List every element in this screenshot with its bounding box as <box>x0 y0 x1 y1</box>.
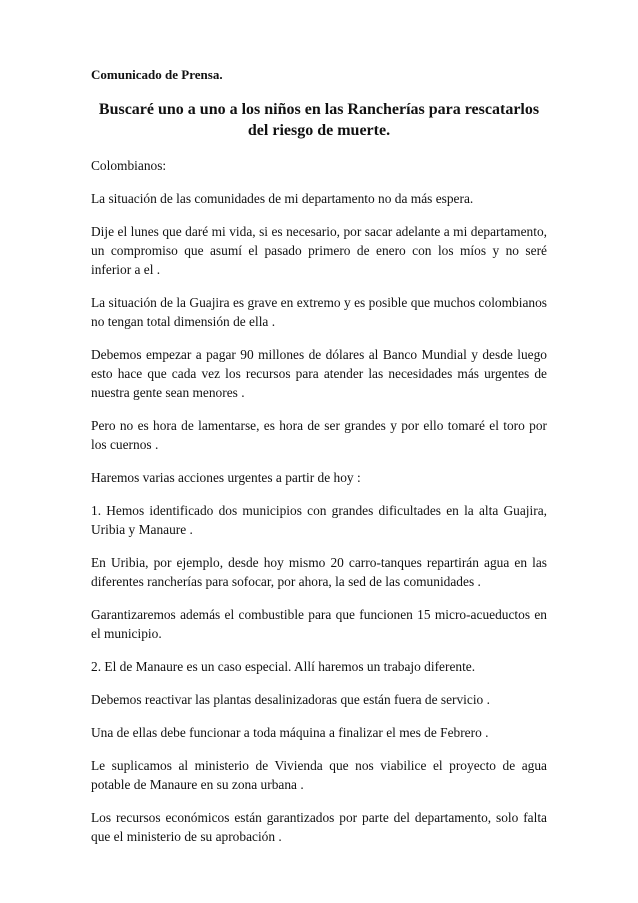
paragraph-item-1: 1. Hemos identificado dos municipios con grandes dificultades en la alta Guajira, Uribia y Manaure . <box>91 503 547 537</box>
paragraph-ministry-request: Le suplicamos al ministerio de Vivienda que nos viabilice el proyecto de agua potable de Manaure en su zona urbana . <box>91 758 547 792</box>
paragraph-situation: La situación de las comunidades de mi departamento no da más espera. <box>91 191 474 206</box>
document-page <box>91 66 547 846</box>
document-header: Comunicado de Prensa. <box>91 67 223 82</box>
paragraph-commitment: Dije el lunes que daré mi vida, si es necesario, por sacar adelante a mi departamento, un compromiso que asumí el pasado primero de enero con los míos y no seré inferior a el . <box>91 224 547 277</box>
paragraph-desalination: Debemos reactivar las plantas desalinizadoras que están fuera de servicio . <box>91 692 490 707</box>
paragraph-item-2: 2. El de Manaure es un caso especial. Allí haremos un trabajo diferente. <box>91 659 476 674</box>
paragraph-debt: Debemos empezar a pagar 90 millones de dólares al Banco Mundial y desde luego esto hace que cada vez los recursos para atender las necesidades más urgentes de nuestra gente sean menores . <box>91 347 547 400</box>
paragraph-resources: Los recursos económicos están garantizados por parte del departamento, solo falta que el ministerio de su aprobación . <box>91 810 547 844</box>
paragraph-actions-intro: Haremos varias acciones urgentes a partir de hoy : <box>91 470 361 485</box>
paragraph-fuel: Garantizaremos además el combustible para que funcionen 15 micro-acueductos en el municipio. <box>91 607 547 641</box>
paragraph-resolve: Pero no es hora de lamentarse, es hora de ser grandes y por ello tomaré el toro por los cuernos . <box>91 418 547 452</box>
paragraph-greeting: Colombianos: <box>91 158 167 173</box>
document-title: Buscaré uno a uno a los niños en las Rancherías para rescatarlos del riesgo de muerte. <box>98 101 540 139</box>
paragraph-uribia-water: En Uribia, por ejemplo, desde hoy mismo 20 carro-tanques repartirán agua en las diferentes rancherías para sofocar, por ahora, la sed de las comunidades . <box>91 555 547 589</box>
paragraph-severity: La situación de la Guajira es grave en extremo y es posible que muchos colombianos no tengan total dimensión de ella . <box>91 295 547 329</box>
paragraph-february: Una de ellas debe funcionar a toda máquina a finalizar el mes de Febrero . <box>91 725 489 740</box>
